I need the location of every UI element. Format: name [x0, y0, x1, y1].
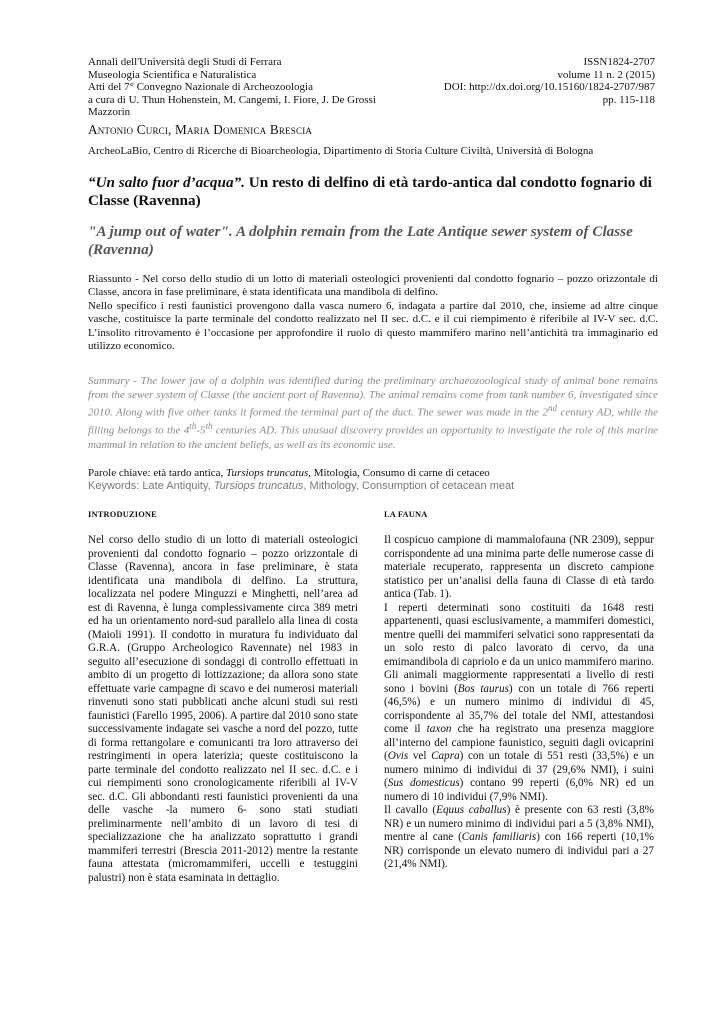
- keywords-species: Tursiops truncatus: [213, 480, 304, 492]
- pages: pp. 115-118: [602, 93, 655, 106]
- keywords-text: , Mithology, Consumption of cetacean meat: [303, 480, 515, 492]
- keywords-text: Keywords: Late Antiquity,: [88, 480, 214, 492]
- keywords-text: , Mitologia, Consumo di carne di cetaceo: [308, 467, 490, 479]
- volume: volume 11 n. 2 (2015): [557, 68, 655, 81]
- fauna-text: Il cavallo (: [384, 804, 437, 816]
- species-name: Sus domesticus: [387, 777, 460, 789]
- species-name: Capra: [431, 750, 460, 762]
- keywords-species: Tursiops truncatus: [226, 467, 309, 479]
- title-italian-quote: “Un salto fuor d’acqua”.: [88, 174, 245, 191]
- title-italian-rest: Un resto di delfino di età tardo-antica dal condotto fognario di Classe (Ravenna): [88, 174, 652, 209]
- issn: ISSN1824-2707: [583, 56, 655, 68]
- summary-sup: nd: [547, 403, 558, 414]
- fauna-text: ) contano 99 reperti (6,0% NR) ed un numero di 10 individui (7,9% NMI).: [384, 777, 654, 803]
- affiliation: ArcheoLaBio, Centro di Ricerche di Bioarcheologia, Dipartimento di Storia Culture Civiltà, Università di Bologna: [88, 145, 594, 157]
- species-name: Canis familiaris: [461, 831, 537, 843]
- summary-text: -5: [196, 425, 206, 438]
- fauna-text: ) con un totale di 766 reperti (46,5%) e un numero minimo di individui di 45, corrispondente al 35,7% del totale del NMI, attestandosi come il: [384, 682, 654, 735]
- summary-text: Summary - The lower jaw of a dolphin was identified during the preliminary archaeozoological study of animal bone remains from the sewer system of Classe (the ancient port of Ravenna). The animal remains come from tank number 6, investigated since 2010. Along with five other tanks it formed the terminal part of the duct. The sewer was made in the 2: [88, 375, 658, 419]
- publication-info: [355, 56, 655, 106]
- keywords-italian: [88, 467, 658, 479]
- title-italian: [88, 174, 658, 210]
- species-name: Ovis: [387, 750, 409, 762]
- fauna-paragraph: I reperti determinati sono costituiti da 1648 resti appartenenti, quasi esclusivamente, a mammiferi domestici, mentre quelli dei mammiferi selvatici sono rappresentati da un solo resto di palco lavorato di cervo, da una emimandibola di capriolo e da un unico mammifero marino.: [384, 601, 654, 668]
- summary-sup: th: [205, 421, 213, 432]
- riassunto-paragraph: Riassunto - Nel corso dello studio di un lotto di materiali osteologici provenienti dal condotto fognario – pozzo orizzontale di Classe, ancora in fase preliminare, è stata identificata una mandibola di delfino.: [88, 273, 658, 299]
- fauna-text: Gli animali maggiormente rappresentati a livello di resti sono i bovini (: [384, 669, 654, 695]
- summary-sup: th: [189, 421, 197, 432]
- authors: Antonio Curci, Maria Domenica Brescia: [88, 122, 313, 137]
- keywords-english: [88, 480, 658, 492]
- keywords-text: Parole chiave: età tardo antica,: [88, 467, 227, 479]
- section-heading-introduzione: INTRODUZIONE: [88, 510, 157, 519]
- fauna-text: vel: [408, 750, 432, 762]
- species-name: Equus caballus: [436, 804, 507, 816]
- journal-line: Museologia Scientifica e Naturalistica: [88, 68, 257, 81]
- term: taxon: [426, 723, 452, 735]
- section-heading-fauna: LA FAUNA: [384, 510, 428, 519]
- title-english: "A jump out of water". A dolphin remain from the Late Antique sewer system of Classe (Ravenna): [88, 223, 633, 258]
- species-name: Bos taurus: [457, 682, 509, 695]
- introduzione-paragraph: Nel corso dello studio di un lotto di materiali osteologici provenienti dal condotto fognario – pozzo orizzontale di Classe (Ravenna), ancora in fase preliminare, è stata identificata una mandibola di delfino. La struttura, localizzata nel podere Minguzzi e Minghetti, nell’area ad est di Ravenna, è lunga complessivamente circa 389 metri ed ha un orientamento nord-sud parallelo alla linea di costa (Maioli 1991). Il condotto in muratura fu individuato dal G.R.A. (Gruppo Archeologico Ravennate) nel 1983 in seguito all’esecuzione di sondaggi di controllo effettuati in ambito di un progetto di lottizzazione; da allora sono state effettuate varie campagne di scavo e dei numerosi materiali rinvenuti sono stati pubblicati anche alcuni studi sui resti faunistici (Farello 1995, 2006). A partire dal 2010 sono state successivamente indagate sei vasche a nord del pozzo, tutte di forma rettangolare e comunicanti tra loro attraverso dei restringimenti in opera laterizia; queste costituiscono la parte terminale del condotto realizzato nel II sec. d.C. e i cui riempimenti sono cronologicamente riferibili al IV-V sec. d.C. Gli abbondanti resti faunistici provenienti da una delle vasche -la numero 6- sono stati studiati preliminarmente nell’ambito di un lavoro di tesi di specializzazione che ha analizzato soprattutto i grandi mammiferi terrestri (Brescia 2011-2012) mentre la restante fauna attestata (micromammiferi, uccelli e testuggini palustri) non è stata esaminata in dettaglio.: [88, 534, 359, 884]
- fauna-text: ) con un totale di 551 resti (33,5%) e un numero minimo di individui di 37 (29,6% NMI), i suini (: [384, 750, 654, 789]
- fauna-paragraph: [384, 804, 654, 872]
- summary-text: century AD, while the filling belongs to the 4: [88, 406, 659, 438]
- riassunto-paragraph: Nello specifico i resti faunistici provengono dalla vasca numero 6, indagata a partire dal 2010, che, insieme ad altre cinque vasche, costituisce la parte terminale del condotto realizzato nel II sec. d.C. e il cui riempimento è riferibile al IV-V sec. d.C. L’insolito ritrovamento è l’occasione per approfondire il ruolo di questo mammifero marino nell’antichità tra immaginario ed utilizzo economico.: [88, 299, 658, 353]
- fauna-text: che ha registrato una presenza maggiore all’interno del campione faunistico, seguiti dagli ovicaprini (: [384, 723, 654, 762]
- journal-line: Atti del 7° Convegno Nazionale di Archeozoologia: [88, 81, 313, 94]
- summary-text: centuries AD. This unusual discovery provides an opportunity to investigate the role of this marine mammal in relation to the ancient beliefs, as well as its economic use.: [88, 425, 658, 451]
- summary: [88, 375, 658, 452]
- fauna-column: [384, 534, 654, 872]
- riassunto: [88, 273, 658, 353]
- doi[interactable]: DOI: http://dx.doi.org/10.15160/1824-2707/987: [443, 81, 655, 94]
- fauna-text: ) con 166 reperti (10,1% NR) corrisponde un elevato numero di individui pari a 27 (21,4% NMI).: [384, 831, 654, 870]
- introduzione-column: [88, 534, 358, 885]
- journal-line: a cura di U. Thun Hohenstein, M. Cangemi, I. Fiore, J. De Grossi Mazzorin: [88, 93, 376, 119]
- fauna-paragraph: [384, 669, 654, 804]
- fauna-paragraph: Il cospicuo campione di mammalofauna (NR 2309), seppur corrispondente ad una minima parte delle numerose casse di materiale recuperato, rappresenta un discreto campione statistico per un’analisi della fauna di Classe di età tardo antica (Tab. 1).: [384, 534, 654, 600]
- fauna-text: ) è presente con 63 resti (3,8% NR) e un numero minimo di individui pari a 5 (3,8% NMI), mentre al cane (: [384, 804, 654, 843]
- journal-line: Annali dell'Università degli Studi di Ferrara: [88, 56, 282, 68]
